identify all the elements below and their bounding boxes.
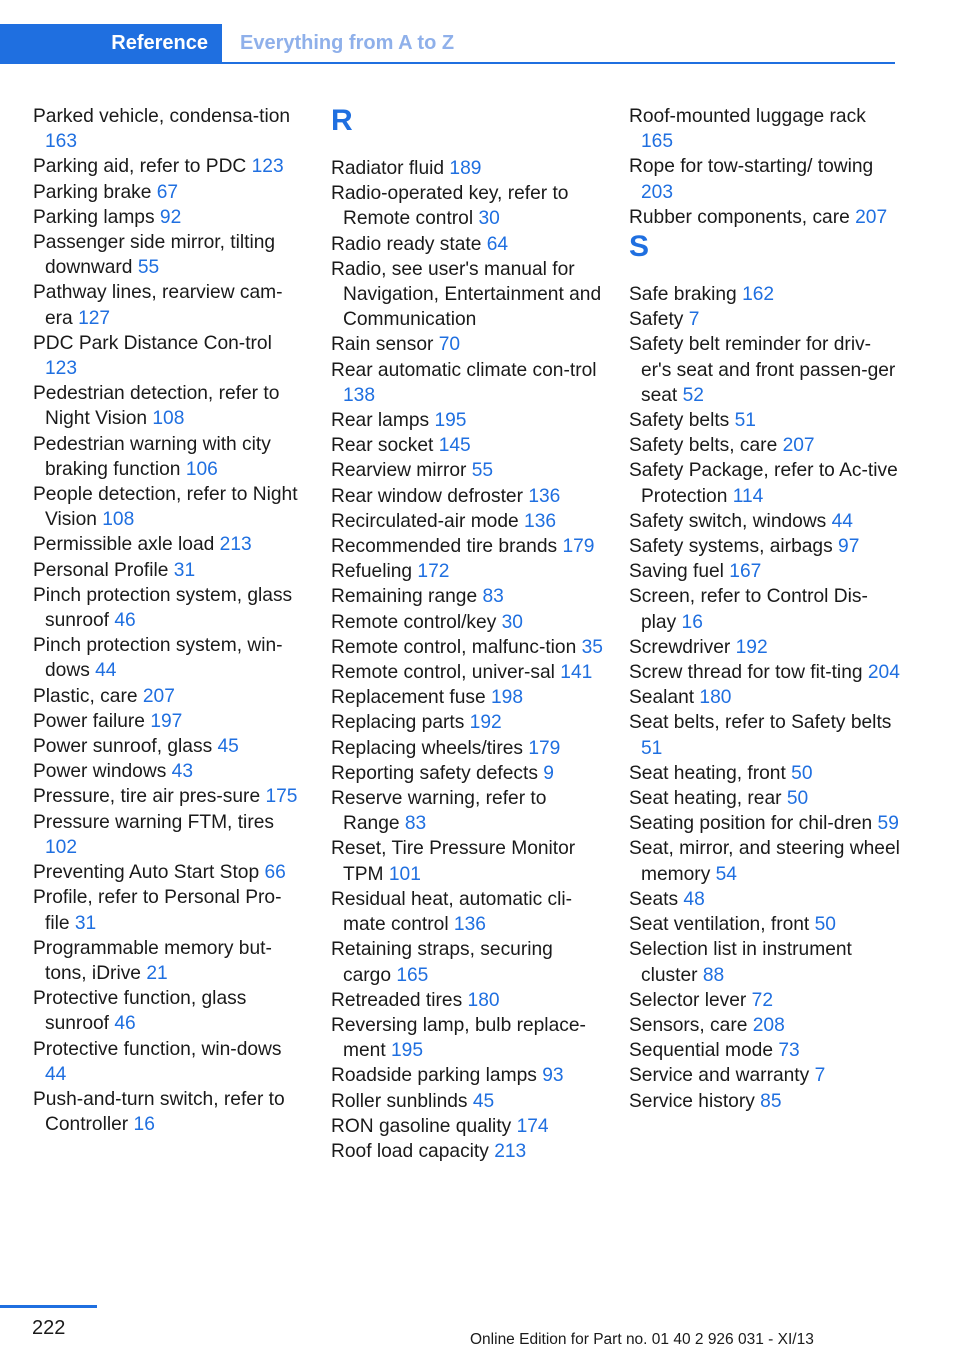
index-term: Retaining straps, securing cargo	[331, 939, 553, 986]
index-term: Safety Package, refer to Ac-tive Protection	[629, 460, 898, 507]
index-term: Radiator fluid	[331, 158, 445, 179]
index-term: Saving fuel	[629, 561, 724, 583]
index-entry	[33, 205, 305, 230]
index-entry	[33, 331, 305, 381]
index-term: Roof-mounted luggage rack	[629, 106, 866, 127]
page-reference-link[interactable]: 46	[114, 610, 136, 632]
index-term: People detection, refer to Night Vision	[33, 484, 298, 531]
page-reference-link[interactable]: 92	[159, 206, 182, 228]
index-entry	[33, 936, 305, 986]
index-entry	[629, 988, 901, 1013]
index-entry	[629, 887, 901, 912]
page-reference-link[interactable]: 167	[729, 561, 762, 583]
index-entry	[331, 332, 603, 357]
page-reference-link[interactable]: 44	[95, 660, 117, 682]
index-term: Safety systems, airbags	[629, 536, 833, 558]
index-term: Parking lamps	[33, 206, 155, 228]
page-reference-link[interactable]: 21	[146, 962, 168, 984]
index-entry	[331, 786, 603, 836]
page-reference-link[interactable]: 88	[702, 964, 725, 986]
page-reference-link[interactable]: 213	[219, 534, 252, 556]
index-entry	[33, 885, 305, 935]
page-reference-link[interactable]: 123	[251, 156, 284, 178]
index-entry	[331, 458, 603, 483]
index-term: Reporting safety defects	[331, 762, 538, 784]
index-term: Remote control, univer-sal	[331, 662, 555, 684]
subsection-title: Everything from A to Z	[240, 32, 455, 54]
index-term: Rear automatic climate con-trol	[331, 359, 597, 381]
index-term: Seating position for chil-dren	[629, 813, 873, 835]
page-reference-link[interactable]: 30	[501, 611, 523, 633]
index-term: Safety	[629, 309, 684, 331]
index-term: Permissible axle load	[33, 534, 215, 556]
index-entry	[629, 660, 901, 685]
section-tab: Reference	[0, 24, 222, 62]
index-entry	[629, 635, 901, 660]
index-term: Radio-operated key, refer to Remote control	[331, 183, 569, 230]
index-term: Remaining range	[331, 586, 478, 608]
page-reference-link[interactable]: 108	[152, 408, 185, 430]
index-entry	[331, 736, 603, 761]
index-term: Safety belt reminder for driv-er's seat and front passen-ger seat	[629, 334, 896, 406]
index-term: Sequential mode	[629, 1040, 774, 1062]
index-term: Rubber components, care	[629, 206, 850, 228]
page-reference-link[interactable]: 163	[45, 131, 78, 153]
index-term: Refueling	[331, 561, 413, 583]
page-reference-link[interactable]: 165	[396, 964, 429, 986]
page-reference-link[interactable]: 55	[471, 460, 494, 482]
index-term: Screw thread for tow fit-ting	[629, 662, 863, 684]
index-entry	[629, 937, 901, 987]
index-entry	[33, 583, 305, 633]
page-reference-link[interactable]: 97	[838, 536, 860, 558]
page-reference-link[interactable]: 66	[264, 862, 286, 884]
index-entry	[33, 482, 305, 532]
page-reference-link[interactable]: 138	[343, 384, 376, 406]
index-term: Personal Profile	[33, 559, 169, 581]
index-entry	[331, 836, 603, 886]
index-entry	[629, 509, 901, 534]
index-entry	[33, 154, 305, 179]
index-entry	[331, 358, 603, 408]
index-term: Power windows	[33, 761, 167, 783]
index-entry	[331, 887, 603, 937]
page-reference-link[interactable]: 52	[682, 384, 704, 406]
page-reference-link[interactable]: 64	[486, 233, 509, 255]
page-reference-link[interactable]: 70	[438, 334, 461, 356]
index-entry	[331, 988, 603, 1013]
page-reference-link[interactable]: 93	[542, 1065, 564, 1087]
index-entry	[33, 709, 305, 734]
page-reference-link[interactable]: 136	[453, 914, 486, 936]
index-term: Rear window defroster	[331, 485, 523, 507]
index-entry	[331, 1063, 603, 1088]
page-reference-link[interactable]: 108	[102, 509, 135, 531]
index-term: Plastic, care	[33, 685, 138, 707]
index-term: RON gasoline quality	[331, 1115, 512, 1137]
index-term: Pinch protection system, glass sunroof	[33, 584, 293, 632]
index-term: Push-and-turn switch, refer to Controller	[33, 1088, 285, 1136]
index-term: Passenger side mirror, tilting downward	[33, 232, 276, 279]
index-entry	[331, 156, 603, 181]
index-term: Parking brake	[33, 181, 152, 203]
index-entry	[331, 408, 603, 433]
index-term: Recirculated-air mode	[331, 510, 519, 532]
index-entry	[331, 433, 603, 458]
page-reference-link[interactable]: 195	[434, 410, 467, 432]
page-reference-link[interactable]: 31	[173, 559, 196, 581]
index-term: Radio, see user's manual for Navigation, Entertainment and Communication	[331, 258, 602, 331]
index-entry	[629, 786, 901, 811]
index-entry	[33, 432, 305, 482]
index-term: Seats	[629, 888, 679, 910]
page-reference-link[interactable]: 54	[715, 863, 737, 885]
index-entry	[331, 559, 603, 584]
page-reference-link[interactable]: 192	[735, 636, 768, 658]
index-entry	[331, 509, 603, 534]
page-reference-link[interactable]: 59	[877, 813, 899, 835]
index-entry	[331, 232, 603, 257]
index-entry	[33, 860, 305, 885]
page-reference-link[interactable]: 198	[491, 687, 524, 709]
index-entry	[331, 1139, 603, 1164]
index-entry	[33, 104, 305, 154]
index-entry	[331, 1114, 603, 1139]
page-reference-link[interactable]: 180	[467, 989, 500, 1011]
index-term: Seat heating, front	[629, 762, 786, 784]
page-reference-link[interactable]: 207	[142, 685, 175, 707]
index-term: Pinch protection system, win-dows	[33, 635, 283, 682]
page-reference-link[interactable]: 213	[494, 1140, 527, 1162]
index-entry	[331, 1089, 603, 1114]
index-term: Safety belts, care	[629, 435, 778, 457]
page-reference-link[interactable]: 189	[449, 158, 482, 179]
index-entry	[331, 761, 603, 786]
index-term: Replacing wheels/tires	[331, 737, 523, 759]
index-term: Remote control/key	[331, 611, 497, 633]
index-entry	[33, 986, 305, 1036]
page-reference-link[interactable]: 101	[388, 863, 421, 885]
page-reference-link[interactable]: 67	[156, 181, 179, 203]
index-letter-heading: R	[331, 104, 353, 137]
index-term: Parking aid, refer to PDC	[33, 156, 247, 178]
page-reference-link[interactable]: 162	[742, 284, 775, 306]
index-term: Radio ready state	[331, 233, 482, 255]
page-reference-link[interactable]: 207	[855, 206, 888, 228]
index-entry	[629, 408, 901, 433]
index-term: Protective function, win-dows	[33, 1038, 282, 1060]
page-reference-link[interactable]: 50	[791, 762, 813, 784]
index-term: Profile, refer to Personal Pro-file	[33, 887, 282, 934]
page-reference-link[interactable]: 102	[45, 836, 78, 858]
page-reference-link[interactable]: 175	[265, 786, 298, 808]
page-reference-link[interactable]: 16	[133, 1114, 155, 1136]
index-term: Residual heat, automatic cli-mate control	[331, 888, 573, 936]
index-term: Rearview mirror	[331, 460, 467, 482]
index-term: Parked vehicle, condensa-tion	[33, 106, 291, 127]
index-term: Seat, mirror, and steering wheel memory	[629, 838, 900, 885]
index-term: Sensors, care	[629, 1014, 748, 1036]
index-entry	[33, 230, 305, 280]
index-entry	[629, 332, 901, 408]
page-reference-link[interactable]: 174	[516, 1115, 549, 1137]
index-column-1	[33, 104, 305, 1137]
index-term: Protective function, glass sunroof	[33, 988, 247, 1035]
index-entry	[331, 937, 603, 987]
page-reference-link[interactable]: 72	[751, 989, 773, 1011]
index-entry	[629, 104, 901, 154]
page-reference-link[interactable]: 172	[417, 561, 450, 583]
index-entry	[33, 734, 305, 759]
index-term: Rope for tow-starting/ towing	[629, 156, 874, 178]
index-entry	[331, 181, 603, 231]
index-entry	[629, 433, 901, 458]
footer-rule	[0, 1305, 97, 1308]
index-term: Reversing lamp, bulb replace-ment	[331, 1014, 586, 1062]
index-term: Seat ventilation, front	[629, 914, 810, 936]
page-header	[0, 24, 895, 64]
page-reference-link[interactable]: 141	[560, 662, 593, 684]
index-term: Rear socket	[331, 435, 434, 457]
index-entry	[629, 912, 901, 937]
index-term: Roadside parking lamps	[331, 1065, 537, 1087]
index-entry	[629, 307, 901, 332]
page-reference-link[interactable]: 48	[683, 888, 705, 910]
page-reference-link[interactable]: 136	[528, 485, 561, 507]
index-term: Service history	[629, 1090, 755, 1112]
page-reference-link[interactable]: 179	[528, 737, 561, 759]
index-entry	[331, 584, 603, 609]
page-reference-link[interactable]: 16	[681, 611, 703, 633]
page-reference-link[interactable]: 50	[814, 914, 836, 936]
index-entry	[629, 1063, 901, 1088]
index-entry	[331, 685, 603, 710]
page-reference-link[interactable]: 44	[831, 510, 853, 532]
index-entry	[629, 205, 901, 230]
index-entry	[331, 660, 603, 685]
page-reference-link[interactable]: 44	[45, 1063, 67, 1085]
index-entry	[33, 759, 305, 784]
index-term: Seat belts, refer to Safety belts	[629, 712, 892, 734]
index-term: Safety belts	[629, 410, 730, 432]
page-reference-link[interactable]: 31	[74, 912, 97, 934]
page-reference-link[interactable]: 73	[778, 1040, 800, 1062]
page-reference-link[interactable]: 83	[482, 586, 504, 608]
index-term: Remote control, malfunc-tion	[331, 636, 577, 658]
index-entry	[33, 1087, 305, 1137]
index-term: Roof load capacity	[331, 1140, 489, 1162]
index-entry	[331, 635, 603, 660]
index-entry	[331, 1013, 603, 1063]
index-term: Screwdriver	[629, 636, 731, 658]
index-entry	[33, 180, 305, 205]
index-term: Safe braking	[629, 284, 737, 306]
page-reference-link[interactable]: 106	[185, 458, 218, 480]
index-entry	[629, 710, 901, 760]
index-entry	[629, 458, 901, 508]
page-reference-link[interactable]: 127	[78, 307, 111, 329]
index-term: Reset, Tire Pressure Monitor TPM	[331, 838, 576, 885]
page-reference-link[interactable]: 204	[867, 662, 900, 684]
page-reference-link[interactable]: 85	[760, 1090, 782, 1112]
index-term: Replacement fuse	[331, 687, 486, 709]
page-reference-link[interactable]: 51	[641, 737, 663, 759]
index-term: Replacing parts	[331, 712, 465, 734]
page-reference-link[interactable]: 203	[641, 181, 674, 203]
index-term: PDC Park Distance Con-trol	[33, 332, 272, 354]
index-term: Programmable memory but-tons, iDrive	[33, 937, 272, 984]
index-entry	[629, 1038, 901, 1063]
page-reference-link[interactable]: 180	[699, 687, 732, 709]
index-entry	[33, 532, 305, 557]
index-term: Power sunroof, glass	[33, 736, 213, 758]
page-reference-link[interactable]: 50	[786, 788, 809, 810]
page-reference-link[interactable]: 51	[734, 410, 756, 432]
page-reference-link[interactable]: 7	[814, 1065, 826, 1087]
index-entry	[629, 559, 901, 584]
page-reference-link[interactable]: 55	[137, 257, 160, 279]
index-term: Power failure	[33, 710, 145, 732]
index-entry	[33, 1037, 305, 1087]
index-entry	[629, 1089, 901, 1114]
page-reference-link[interactable]: 165	[641, 131, 674, 153]
page-reference-link[interactable]: 43	[171, 761, 193, 783]
index-entry	[33, 558, 305, 583]
index-term: Service and warranty	[629, 1065, 810, 1087]
page-reference-link[interactable]: 179	[562, 536, 595, 558]
index-term: Selector lever	[629, 989, 747, 1011]
index-term: Selection list in instrument cluster	[629, 939, 852, 986]
index-term: Preventing Auto Start Stop	[33, 862, 260, 884]
page-reference-link[interactable]: 45	[217, 736, 239, 758]
index-term: Rear lamps	[331, 410, 430, 432]
index-entry	[33, 684, 305, 709]
page-reference-link[interactable]: 30	[478, 208, 500, 230]
index-letter-heading: S	[629, 230, 650, 264]
page-reference-link[interactable]: 207	[782, 435, 815, 457]
index-term: Pressure, tire air pres-sure	[33, 786, 261, 808]
index-entry	[33, 784, 305, 809]
index-term: Rain sensor	[331, 334, 434, 356]
index-entry	[33, 633, 305, 683]
index-entry	[331, 534, 603, 559]
page-reference-link[interactable]: 195	[391, 1040, 424, 1062]
index-entry	[331, 710, 603, 735]
index-term: Retreaded tires	[331, 989, 463, 1011]
page-reference-link[interactable]: 208	[752, 1014, 785, 1036]
index-entry	[33, 280, 305, 330]
index-term: Sealant	[629, 687, 695, 709]
index-entry	[629, 282, 901, 307]
index-term: Pressure warning FTM, tires	[33, 811, 274, 833]
index-term: Seat heating, rear	[629, 788, 782, 810]
page-reference-link[interactable]: 114	[732, 485, 764, 507]
index-term: Pathway lines, rearview cam-era	[33, 282, 283, 329]
index-entry	[629, 761, 901, 786]
page-reference-link[interactable]: 45	[472, 1090, 495, 1112]
index-term: Pedestrian detection, refer to Night Vision	[33, 383, 280, 430]
index-entry	[629, 836, 901, 886]
index-term: Safety switch, windows	[629, 510, 827, 532]
page-reference-link[interactable]: 83	[404, 813, 427, 835]
page-reference-link[interactable]: 145	[438, 435, 471, 457]
index-term: Roller sunblinds	[331, 1090, 468, 1112]
page-reference-link[interactable]: 9	[543, 762, 554, 784]
page-number: 222	[32, 1317, 66, 1339]
edition-note: Online Edition for Part no. 01 40 2 926 031 - XI/13	[470, 1331, 814, 1348]
index-entry	[629, 584, 901, 634]
page-reference-link[interactable]: 35	[581, 636, 603, 658]
index-term: Screen, refer to Control Dis-play	[629, 586, 868, 633]
index-entry	[629, 1013, 901, 1038]
index-entry	[629, 534, 901, 559]
index-term: Recommended tire brands	[331, 536, 558, 558]
index-entry	[331, 484, 603, 509]
index-term: Reserve warning, refer to Range	[331, 788, 547, 835]
index-column-3	[629, 104, 901, 1114]
index-entry	[331, 257, 603, 333]
page-reference-link[interactable]: 136	[524, 510, 557, 532]
page-reference-link[interactable]: 197	[150, 710, 183, 732]
index-entry	[33, 381, 305, 431]
index-entry	[629, 154, 901, 204]
index-column-2	[331, 104, 603, 1164]
index-entry	[331, 610, 603, 635]
index-entry	[33, 810, 305, 860]
page-reference-link[interactable]: 123	[45, 358, 78, 380]
index-entry	[629, 811, 901, 836]
page-reference-link[interactable]: 46	[114, 1013, 136, 1035]
index-entry	[629, 685, 901, 710]
index-term: Pedestrian warning with city braking function	[33, 433, 271, 480]
page-reference-link[interactable]: 7	[688, 309, 700, 331]
page-reference-link[interactable]: 192	[469, 712, 502, 734]
